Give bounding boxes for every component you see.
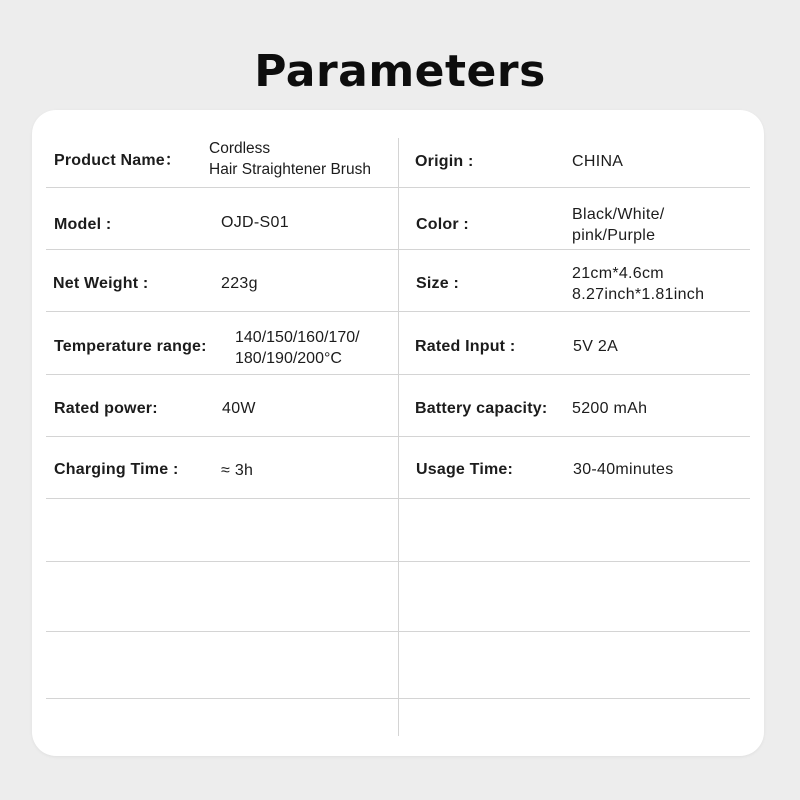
usage-time-value: 30-40minutes: [573, 461, 674, 478]
size-label: Size :: [416, 275, 459, 292]
page-title: Parameters: [254, 46, 546, 97]
row-divider: [46, 631, 750, 632]
row-divider: [46, 436, 750, 437]
origin-value: CHINA: [572, 153, 624, 170]
parameters-table: [32, 110, 764, 756]
row-divider: [46, 374, 750, 375]
row-divider: [46, 561, 750, 562]
row-divider: [46, 498, 750, 499]
model-value: OJD-S01: [221, 214, 289, 231]
rated-input-value: 5V 2A: [573, 338, 619, 355]
model-label: Model :: [54, 216, 112, 233]
rated-power-value: 40W: [222, 400, 256, 417]
temperature-range-label: Temperature range:: [54, 338, 207, 355]
net-weight-label: Net Weight :: [53, 275, 149, 292]
column-divider: [398, 138, 399, 736]
usage-time-label: Usage Time:: [416, 461, 514, 478]
temperature-range-value: 140/150/160/170/ 180/190/200°C: [235, 329, 360, 367]
origin-label: Origin :: [415, 153, 474, 170]
battery-capacity-value: 5200 mAh: [572, 400, 648, 417]
row-divider: [46, 249, 750, 250]
battery-capacity-label: Battery capacity:: [415, 400, 548, 417]
color-value: Black/White/ pink/Purple: [572, 206, 665, 244]
row-divider: [46, 187, 750, 188]
row-divider: [46, 311, 750, 312]
product-name-label: Product Name：: [54, 152, 182, 169]
color-label: Color :: [416, 216, 469, 233]
product-name-value: Cordless Hair Straightener Brush: [209, 140, 371, 178]
net-weight-value: 223g: [221, 275, 258, 292]
rated-power-label: Rated power:: [54, 400, 158, 417]
size-value: 21cm*4.6cm 8.27inch*1.81inch: [572, 265, 705, 303]
row-divider: [46, 698, 750, 699]
charging-time-label: Charging Time :: [54, 461, 179, 478]
charging-time-value: ≈ 3h: [221, 462, 254, 479]
rated-input-label: Rated Input :: [415, 338, 516, 355]
